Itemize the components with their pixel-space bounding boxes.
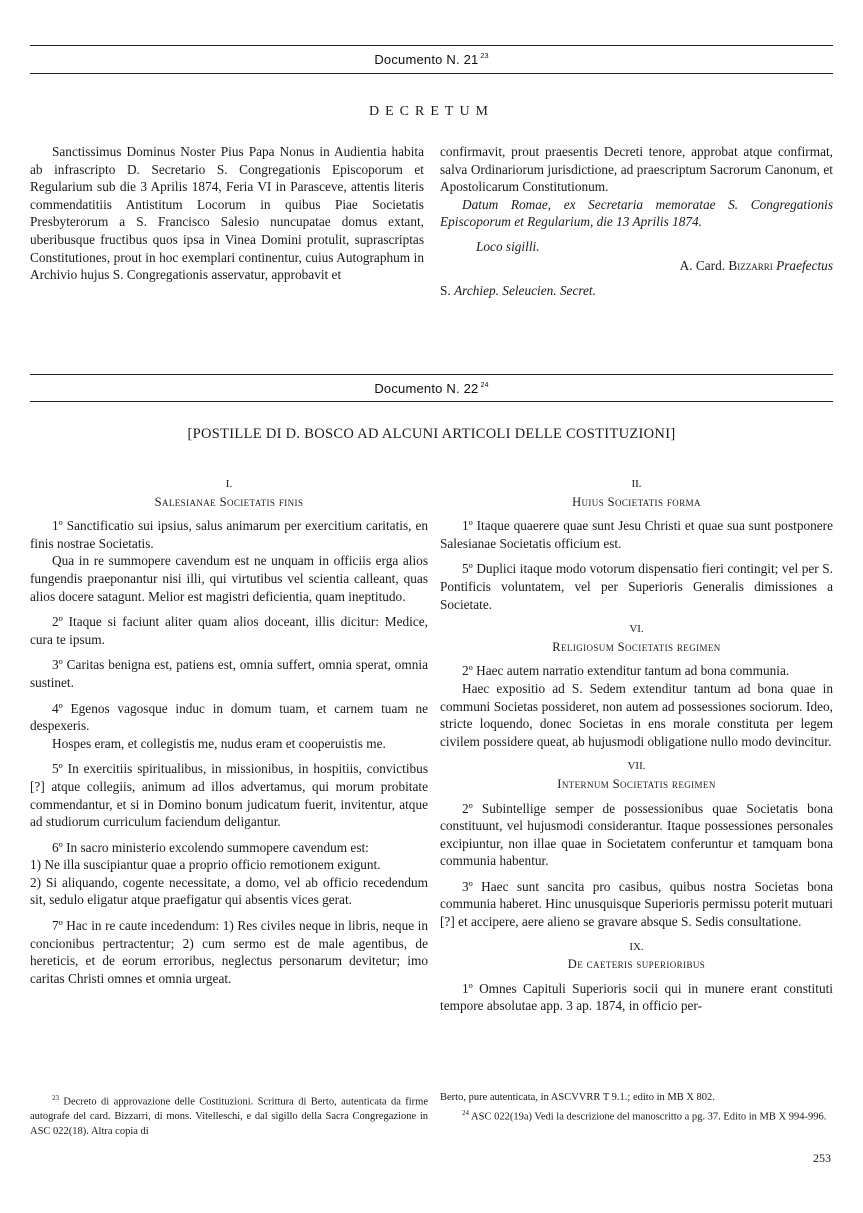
header-rule-top-22 [30,374,833,375]
footnote-24-text: ASC 022(19a) Vedi la descrizione del manoscritto a pg. 37. Edito in MB X 994-996. [471,1111,827,1122]
document-21-header [30,52,833,67]
section-title: Huius Societatis forma [572,494,701,509]
decretum-title: DECRETUM [369,104,494,119]
loco-sigilli: Loco sigilli. [476,238,540,254]
paragraph: 2º Subintellige semper de possessionibus quae Societatis bona constituunt, vel hujusmodi considerantur. Itaque possessiones personales excipiuntur, non illae quae in Societatem conferuntur et tamquam bona communia habentur. [440,800,833,869]
decretum-text-right: confirmavit, prout praesentis Decreti tenore, approbat atque confirmat, salva Ordinariorum jurisdictione, ad praescriptum Sacrorum Canonum, et Apostolicarum Constitutionum. [440,144,833,195]
document-22-label: Documento N. 22 [374,381,479,396]
paragraph: 5º Duplici itaque modo votorum dispensatio fieri contingit; vel per S. Pontificis voluntatem, vel per Superioris Generalis dimissiones a Societate. [440,561,833,612]
page-number: 253 [813,1151,831,1165]
signature-line [440,257,833,275]
document-22-header [30,381,833,396]
section-number: VII. [627,760,646,773]
footnote-24 [440,1106,833,1125]
footnotes-left [30,1091,428,1139]
datum-line: Datum Romae, ex Secretaria memoratae S. Congregationis Episcoporum et Regularium, die 13 Aprilis 1874. [440,196,833,230]
footnote-ref-24[interactable]: 24 [480,382,489,389]
paragraph: Haec expositio ad S. Sedem extenditur tantum ad bona quae in communi Societas possideret, non autem ad possessiones sociorum. Ideo, stricte loquendo, donec Societas in ens morale constituta per legem civilem possidere queat, ab hujusmodi obligatione nullo modo devincitur. [440,680,833,749]
section-number: II. [631,478,642,490]
paragraph: 3º Caritas benigna est, patiens est, omnia suffert, omnia sperat, omnia sustinet. [30,657,428,690]
postille-right-column [440,468,833,1015]
section-number: VI. [629,623,644,636]
postille-title: [POSTILLE DI D. BOSCO AD ALCUNI ARTICOLI DELLE COSTITUZIONI] [187,426,676,442]
signature-name: Bizzarri [728,257,773,273]
footnote-23 [30,1091,428,1139]
footnote-marker-23: 23 [52,1094,59,1102]
paragraph: 6º In sacro ministerio excolendo summopere cavendum est: [52,839,369,855]
signature-role: Praefectus [776,257,833,273]
header-rule-bottom [30,73,833,74]
section-number: IX. [629,940,644,953]
paragraph: 5º In exercitiis spiritualibus, in missionibus, in hospitiis, convictibus [?] atque collegiis, animum ad illos advertamus, qui morum probitate commendantur, et si in Domino bonum judicatum fuerit, invitentur, atque ad studiorum curriculum faciendum deligantur. [30,761,428,830]
paragraph: 2º Haec autem narratio extenditur tantum ad bona communia. [462,663,790,679]
document-21-label: Documento N. 21 [374,52,479,67]
paragraph: Qua in re summopere cavendum est ne unquam in officiis erga alios fungendis praeponantur nisi illi, qui virtutibus vel scientia calleant, quas alios docere satagunt. Melior est magistri deficientia, quam ineptitudo. [30,553,428,604]
header-rule-bottom-22 [30,401,833,402]
secretary-name: Archiep. Seleucien. Secret. [454,283,596,299]
paragraph: 3º Haec sunt sancita pro casibus, quibus nostra Societas bona communia haberet. Hinc unusquisque Superioris permissu poterit mutuari [?] et accipere, aere alieno se gravare absque S. Sedis consultatione. [440,878,833,930]
section-title: De caeteris superioribus [567,957,706,972]
paragraph: 1º Sanctificatio sui ipsius, salus animarum per exercitium caritatis, en finis nostrae Societatis. [30,518,428,551]
paragraph: 1) Ne illa suscipiantur quae a proprio officio remotionem exigunt. [30,857,381,873]
section-title: Internum Societatis regimen [557,776,716,791]
secretary-prefix: S. [440,283,451,299]
footnote-ref-23[interactable]: 23 [480,53,489,60]
secretary-line [440,282,833,300]
paragraph: 2) Si aliquando, cogente necessitate, a domo, vel ab officio recedendum sit, sedulo eligatur atque praefigatur qui absentis vices gerat. [30,874,428,908]
postille-left-column [30,468,428,987]
decretum-right-column [440,143,833,300]
paragraph: 1º Omnes Capituli Superioris socii qui in munere erant constituti tempore absolutae app. 3 ap. 1874, in officio per- [440,980,833,1014]
paragraph: Hospes eram, et collegistis me, nudus eram et cooperuistis me. [52,735,386,751]
footnote-23-text: Decreto di approvazione delle Costituzioni. Scrittura di Berto, autenticata da firme autografe del card. Bizzarri, di mons. Vitelleschi, e dal sigillo della Sacra Congregazione in ASC 022(18). Altra copia di [30,1096,428,1137]
decretum-left-column [30,143,424,284]
section-number: I. [225,478,233,490]
paragraph: 4º Egenos vagosque induc in domum tuam, et carnem tuam ne despexeris. [30,700,428,734]
footnote-23-continued: Berto, pure autenticata, in ASCVVRR T 9.1.; edito in MB X 802. [440,1092,715,1103]
paragraph: 2º Itaque si faciunt aliter quam alios doceant, illis dicitur: Medice, cura te ipsum. [30,614,428,647]
footnote-marker-24: 24 [462,1108,469,1117]
section-title: Salesianae Societatis finis [154,494,304,509]
section-title: Religiosum Societatis regimen [552,639,721,654]
paragraph: 7º Hac in re caute incedendum: 1) Res civiles neque in libris, neque in concionibus pertractentur; 2) cum sermo est de male agentibus, de hereticis, et de eorum erroribus, neglectus personarum devitetur; imo caritas Christi omnes et omnia urgeat. [30,918,428,986]
footnotes-right [440,1091,833,1125]
signature-prefix: A. Card. [679,257,726,273]
paragraph: 1º Itaque quaerere quae sunt Jesu Christi et quae sua sunt postponere Salesianae Societatis officium est. [440,518,833,551]
decretum-text-left: Sanctissimus Dominus Noster Pius Papa Nonus in Audientia habita ab infrascripto D. Secretario S. Congregationis Episcoporum et Regularium sub die 3 Aprilis 1874, Feria VI in Parasceve, attentis literis commendatitiis Antistitum Locorum in quibus Piae Societatis Presbyterorum a S. Francisco Salesio nuncupatae domus extant, uberibusque fructibus quos ipsa in Vinea Domini protulit, suprascriptas Constitutiones, prout in hoc exemplari continentur, cuius Autographum in Archivio hujus S. Congregationis asservatur, approbavit et [30,144,424,283]
header-rule-top [30,45,833,46]
